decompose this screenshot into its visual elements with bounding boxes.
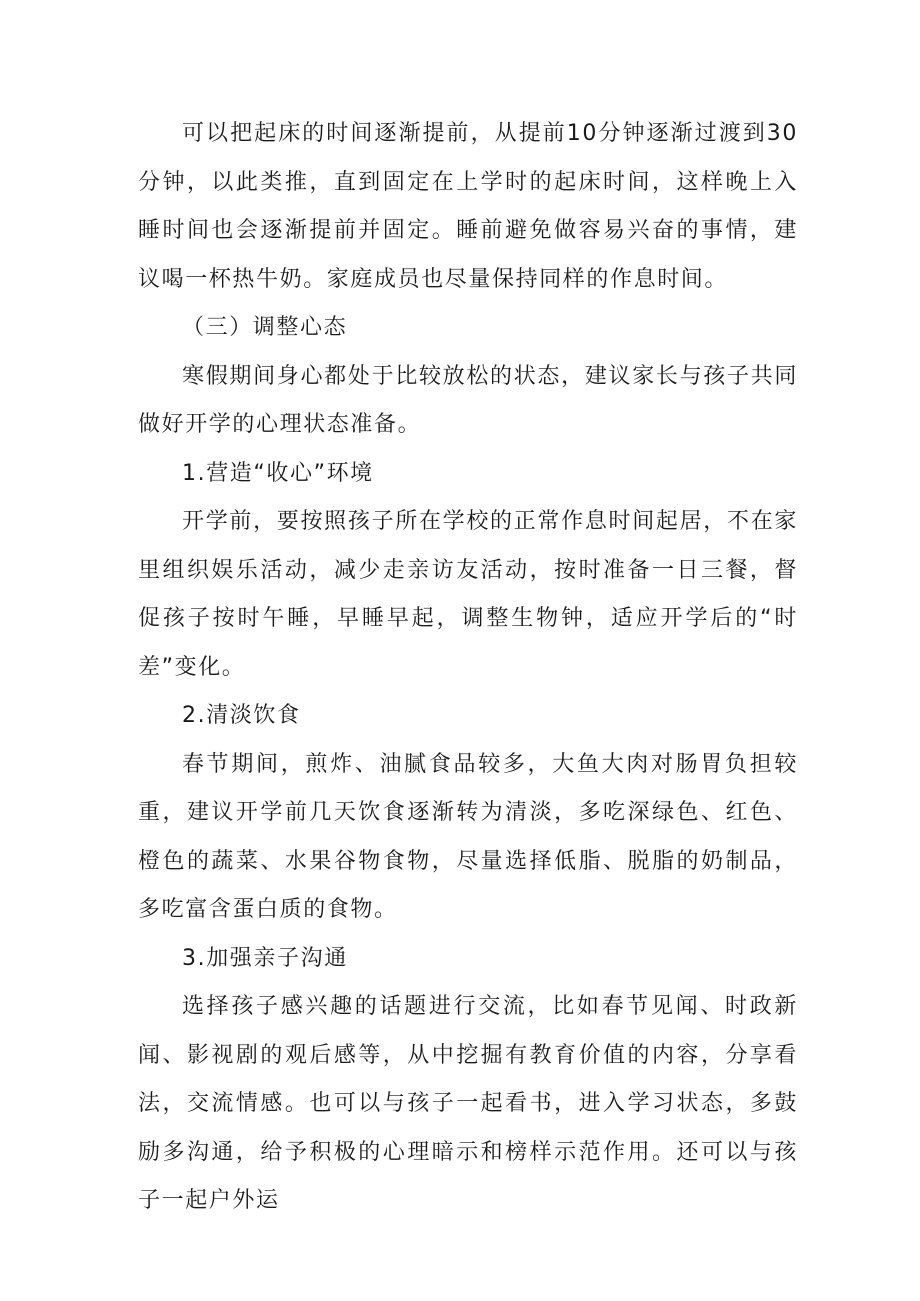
paragraph-diet: 春节期间，煎炸、油腻食品较多，大鱼大肉对肠胃负担较重，建议开学前几天饮食逐渐转为清淡，多吃深绿色、红色、橙色的蔬菜、水果谷物食物，尽量选择低脂、脱脂的奶制品，多吃富含蛋白质的食物。 xyxy=(138,751,798,922)
paragraph-mindset-intro: 寒假期间身心都处于比较放松的状态，建议家长与孩子共同做好开学的心理状态准备。 xyxy=(138,363,798,437)
subheading-environment: 1.营造“收心”环境 xyxy=(182,460,374,486)
document-body xyxy=(138,110,798,1226)
subheading-communication: 3.加强亲子沟通 xyxy=(182,945,348,971)
paragraph-environment: 开学前，要按照孩子所在学校的正常作息时间起居，不在家里组织娱乐活动，减少走亲访友活动，按时准备一日三餐，督促孩子按时午睡，早睡早起，调整生物钟，适应开学后的“时差”变化。 xyxy=(138,509,798,680)
subheading-diet: 2.清淡饮食 xyxy=(182,703,301,728)
section-heading-adjust-mindset: （三）调整心态 xyxy=(182,315,348,340)
paragraph-wake-time: 可以把起床的时间逐渐提前，从提前10分钟逐渐过渡到30分钟，以此类推，直到固定在上学时的起床时间，这样晚上入睡时间也会逐渐提前并固定。睡前避免做容易兴奋的事情，建议喝一杯热牛奶。家庭成员也尽量保持同样的作息时间。 xyxy=(138,121,798,292)
paragraph-communication: 选择孩子感兴趣的话题进行交流，比如春节见闻、时政新闻、影视剧的观后感等，从中挖掘有教育价值的内容，分享看法，交流情感。也可以与孩子一起看书，进入学习状态，多鼓励多沟通，给予积极的心理暗示和榜样示范作用。还可以与孩子一起户外运 xyxy=(138,994,798,1213)
